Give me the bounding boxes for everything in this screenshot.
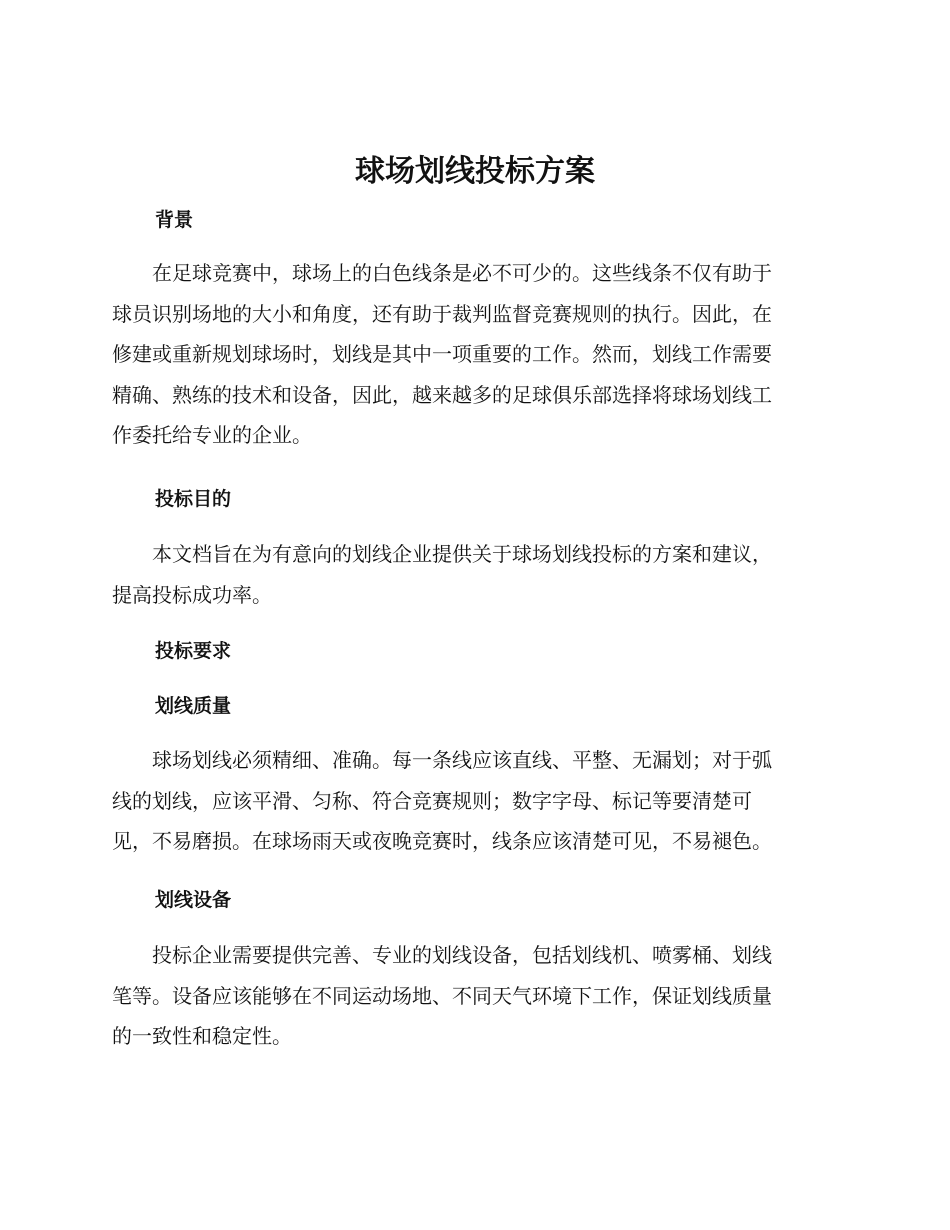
paragraph-line: 本文档旨在为有意向的划线企业提供关于球场划线投标的方案和建议， [152, 542, 772, 566]
paragraph-line: 球员识别场地的大小和角度，还有助于裁判监督竞赛规则的执行。因此，在 [112, 301, 772, 326]
section-heading-purpose: 投标目的 [155, 488, 232, 510]
section-heading-line-equipment: 划线设备 [155, 889, 232, 911]
paragraph-line: 的一致性和稳定性。 [112, 1024, 292, 1048]
paragraph-line: 线的划线，应该平滑、匀称、符合竞赛规则；数字字母、标记等要清楚可 [112, 788, 752, 813]
paragraph-line: 精确、熟练的技术和设备，因此，越来越多的足球俱乐部选择将球场划线工 [112, 382, 772, 407]
paragraph-line-quality [112, 740, 832, 862]
section-heading-background: 背景 [155, 209, 194, 231]
document-title: 球场划线投标方案 [355, 154, 595, 189]
section-heading-requirements: 投标要求 [155, 640, 232, 662]
paragraph-purpose [112, 534, 832, 615]
paragraph-line: 球场划线必须精细、准确。每一条线应该直线、平整、无漏划；对于弧 [152, 748, 772, 772]
paragraph-line: 在足球竞赛中，球场上的白色线条是必不可少的。这些线条不仅有助于 [152, 261, 772, 285]
paragraph-background [112, 253, 832, 456]
section-heading-line-quality: 划线质量 [155, 695, 232, 717]
paragraph-line-equipment [112, 935, 832, 1057]
paragraph-line: 笔等。设备应该能够在不同运动场地、不同天气环境下工作，保证划线质量 [112, 983, 772, 1008]
paragraph-line: 投标企业需要提供完善、专业的划线设备，包括划线机、喷雾桶、划线 [152, 943, 772, 967]
paragraph-line: 作委托给专业的企业。 [112, 423, 312, 447]
paragraph-line: 见，不易磨损。在球场雨天或夜晚竞赛时，线条应该清楚可见，不易褪色。 [112, 829, 772, 853]
paragraph-line: 提高投标成功率。 [112, 582, 272, 607]
paragraph-line: 修建或重新规划球场时，划线是其中一项重要的工作。然而，划线工作需要 [112, 342, 772, 366]
